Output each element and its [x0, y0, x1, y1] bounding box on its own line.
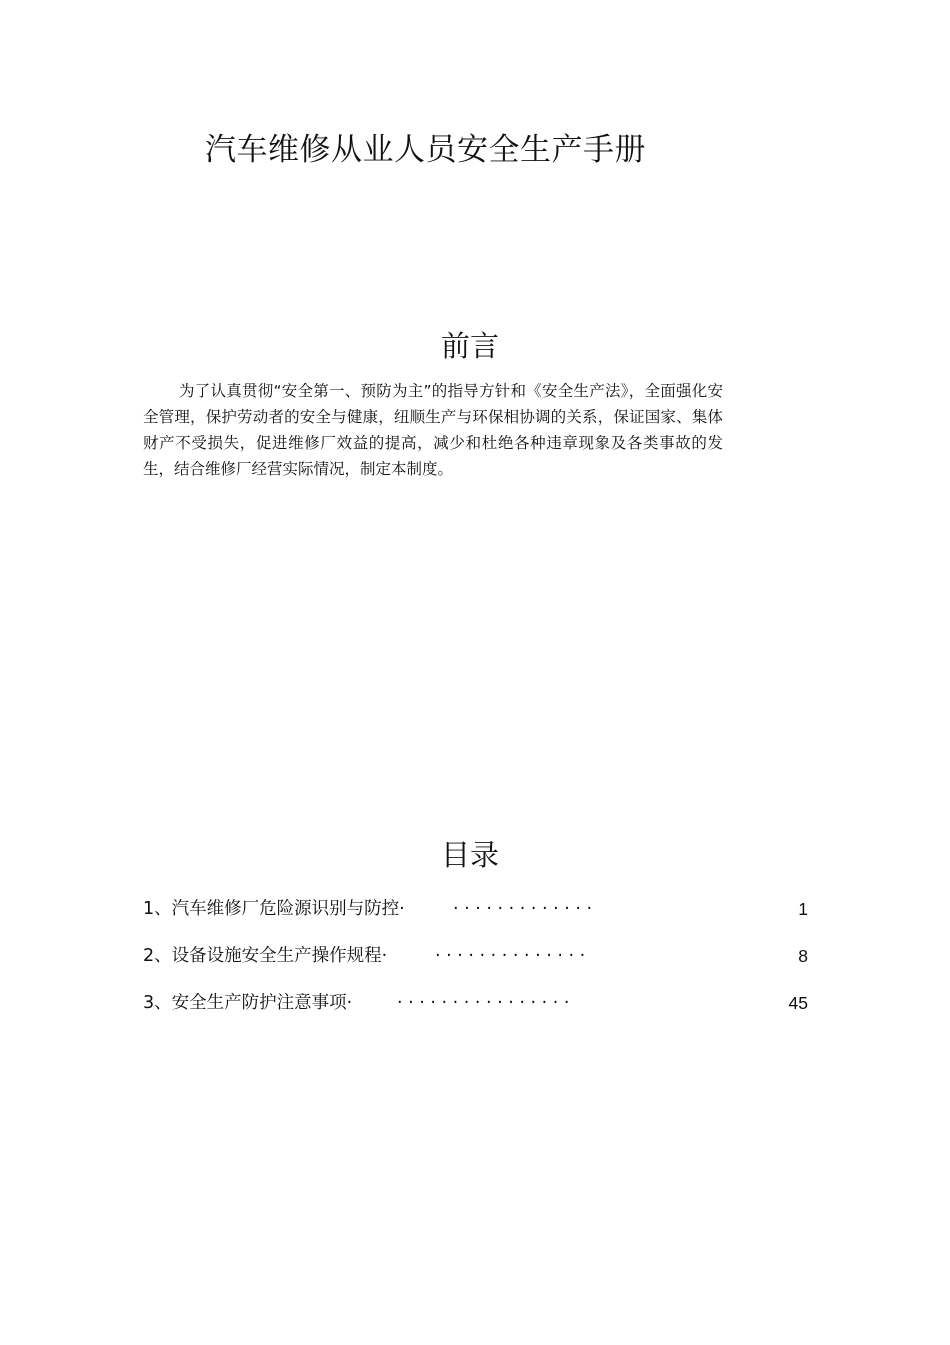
document-title: 汽车维修从业人员安全生产手册	[205, 132, 646, 168]
toc-entry-3[interactable]	[143, 988, 808, 1035]
table-of-contents	[143, 894, 808, 1035]
toc-page-number: 8	[798, 946, 808, 966]
toc-leader-dots: · · · · · · · · · · · · · ·	[435, 946, 586, 966]
preface-heading: 前言	[440, 329, 499, 363]
preface-paragraph: 为了认真贯彻“安全第一、预防为主”的指导方针和《安全生产法》，全面强化安全管理，保护劳动者的安全与健康，纽顺生产与环保相协调的关系，保证国家、集体财产不受损失，促进维修厂效益的提高，减少和杜绝各种违章现象及各类事故的发生，结合维修厂经营实际情况，制定本制度。	[143, 382, 723, 478]
toc-entry-2[interactable]	[143, 941, 808, 988]
toc-entry-1[interactable]	[143, 894, 808, 941]
toc-leader-dots: · · · · · · · · · · · · · · · ·	[397, 993, 570, 1013]
toc-entry-label: 1、汽车维修厂危险源识别与防控·	[143, 899, 405, 919]
toc-page-number: 45	[788, 993, 808, 1013]
toc-entry-label: 3、安全生产防护注意事项·	[143, 993, 353, 1013]
toc-entry-label: 2、设备设施安全生产操作规程·	[143, 946, 388, 966]
toc-leader-dots: · · · · · · · · · · · · ·	[453, 899, 593, 919]
toc-page-number: 1	[798, 899, 808, 919]
toc-heading: 目录	[440, 838, 499, 872]
